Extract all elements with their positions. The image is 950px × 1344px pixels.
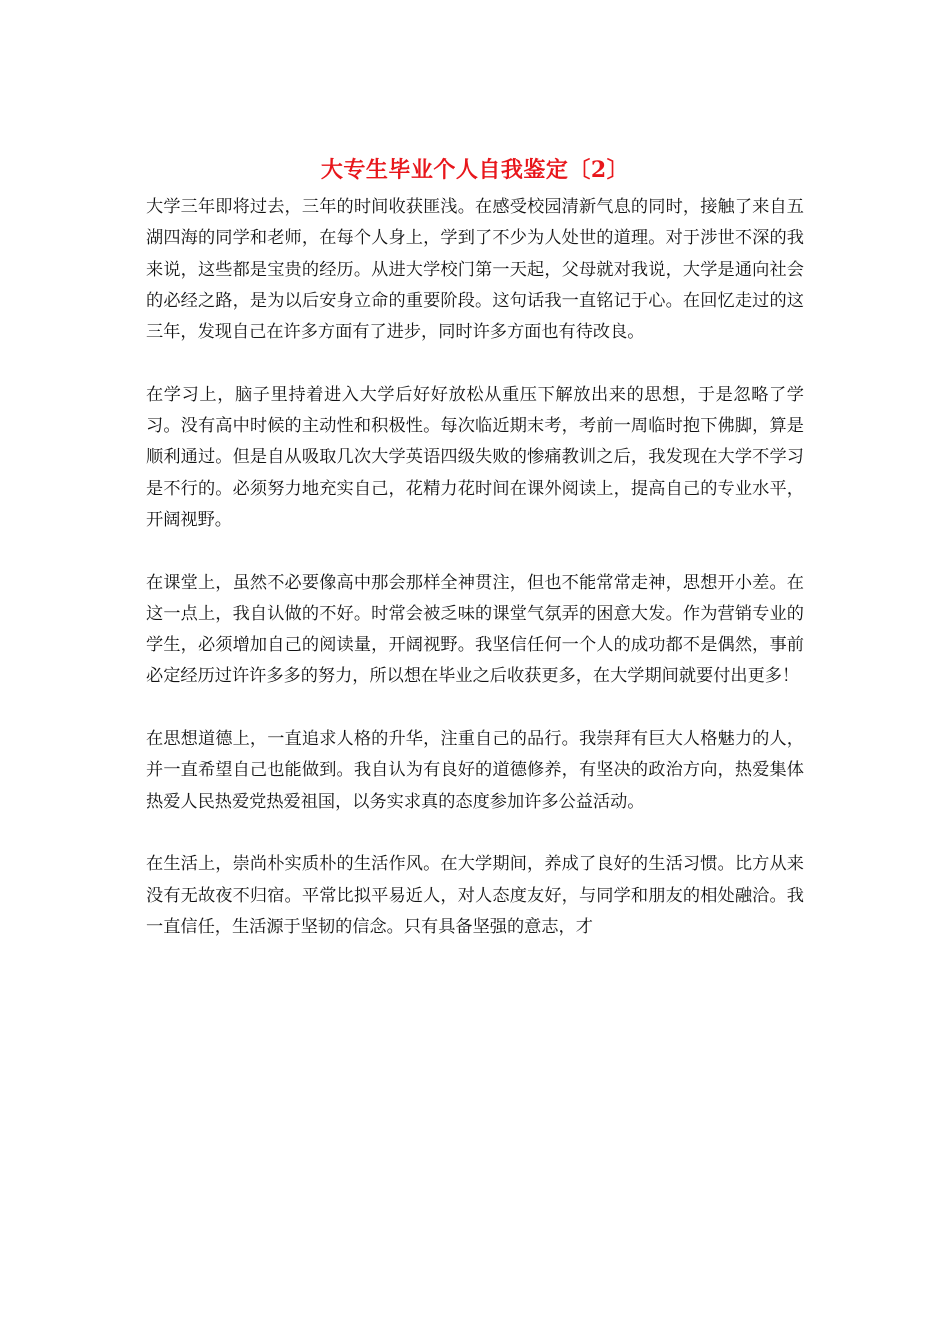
paragraph-study: 在学习上，脑子里持着进入大学后好好放松从重压下解放出来的思想，于是忽略了学习。没有高中时候的主动性和积极性。每次临近期末考，考前一周临时抱下佛脚，算是顺利通过。但是自从吸取几次大学英语四级失败的惨痛教训之后，我发现在大学不学习是不行的。必须努力地充实自己，花精力花时间在课外阅读上，提高自己的专业水平，开阔视野。 xyxy=(146,384,804,530)
paragraph-life: 在生活上，崇尚朴实质朴的生活作风。在大学期间，养成了良好的生活习惯。比方从来没有无故夜不归宿。平常比拟平易近人，对人态度友好，与同学和朋友的相处融洽。我一直信任，生活源于坚韧的信念。只有具备坚强的意志，才 xyxy=(146,854,804,937)
document-title: 大专生毕业个人自我鉴定〔2〕 xyxy=(320,157,630,183)
document-body xyxy=(146,192,804,943)
paragraph-classroom: 在课堂上，虽然不必要像高中那会那样全神贯注，但也不能常常走神，思想开小差。在这一点上，我自认做的不好。时常会被乏味的课堂气氛弄的困意大发。作为营销专业的学生，必须增加自己的阅读量，开阔视野。我坚信任何一个人的成功都不是偶然，事前必定经历过许许多多的努力，所以想在毕业之后收获更多，在大学期间就要付出更多！ xyxy=(146,572,804,687)
paragraph-morality: 在思想道德上，一直追求人格的升华，注重自己的品行。我崇拜有巨大人格魅力的人，并一直希望自己也能做到。我自认为有良好的道德修养，有坚决的政治方向，热爱集体热爱人民热爱党热爱祖国，以务实求真的态度参加许多公益活动。 xyxy=(146,729,804,812)
paragraph-intro: 大学三年即将过去，三年的时间收获匪浅。在感受校园清新气息的同时，接触了来自五湖四海的同学和老师，在每个人身上，学到了不少为人处世的道理。对于涉世不深的我来说，这些都是宝贵的经历。从进大学校门第一天起，父母就对我说，大学是通向社会的必经之路，是为以后安身立命的重要阶段。这句话我一直铭记于心。在回忆走过的这三年，发现自己在许多方面有了进步，同时许多方面也有待改良。 xyxy=(146,197,804,343)
